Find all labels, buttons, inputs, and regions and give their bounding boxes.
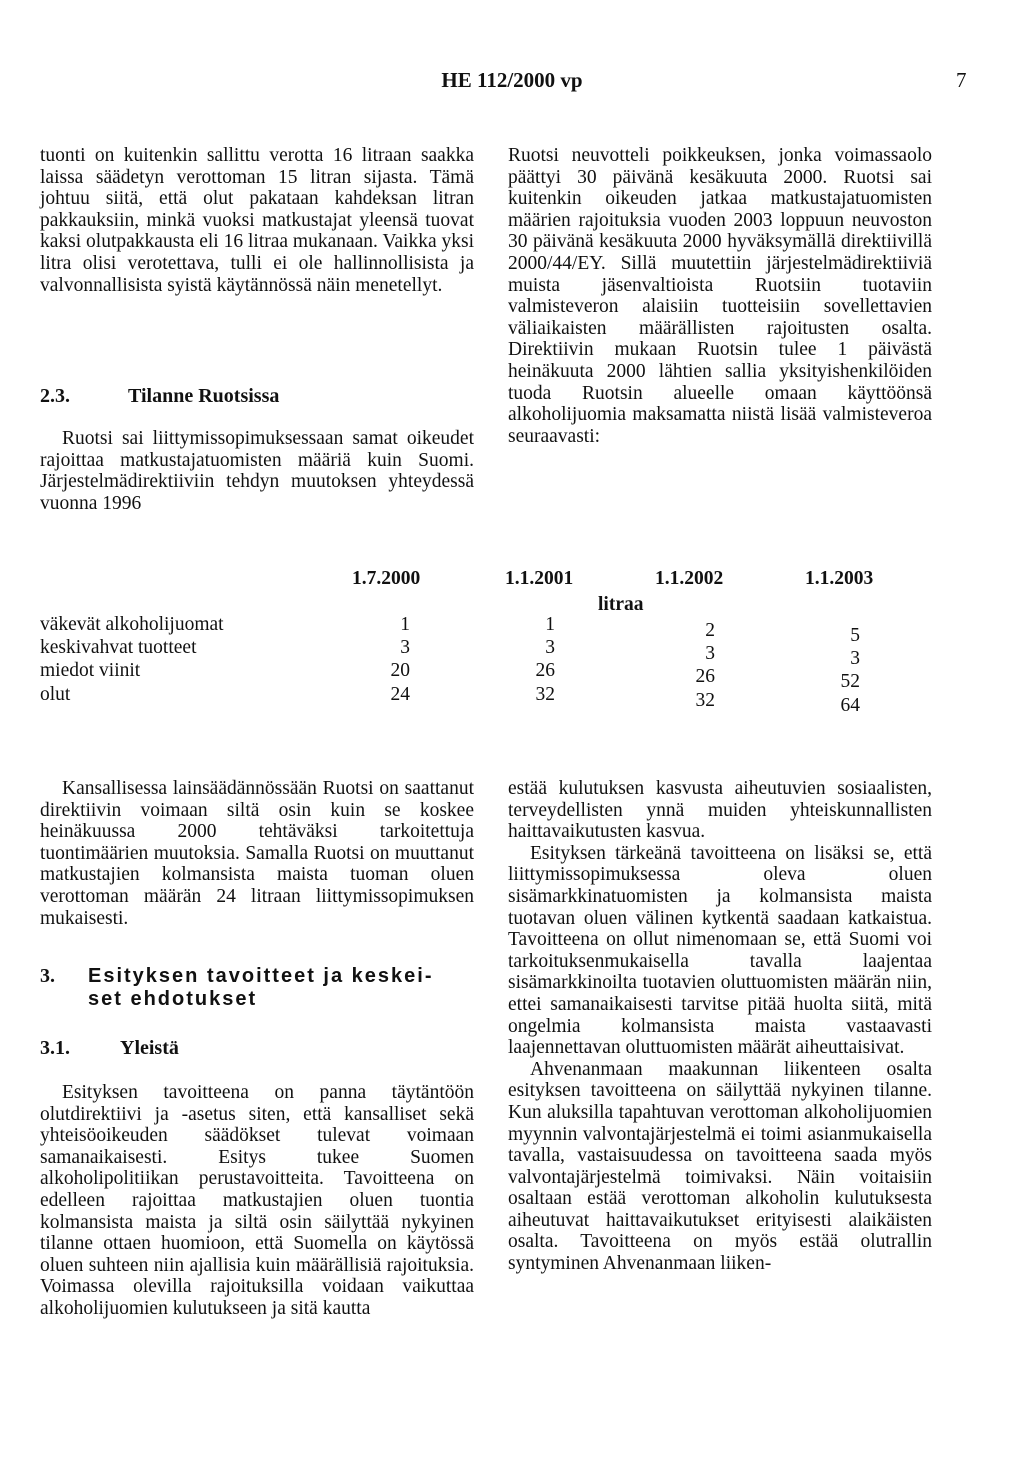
paragraph: Esityksen tärkeänä tavoitteena on lisäksi se, että liittymissopimuksessa oleva oluen sisämarkkinatuomisten ja kolmansista maista tuotavan oluen välinen kytkentä saadaan katkaistua. Tavoitteena on ollut nimenomaan se, että Suomi voi tarkoituksenmukaisella tavalla laajentaa sisämarkkinoilta tuotavien oluttuomisten määrän niin, ettei samanaikaisesti tarvitse pitää huolta siitä, mitä ongelmia kolmansista maista vastaavasti laajennettavan oluttuomisten määrät aiheuttaisivat. (508, 842, 932, 1059)
table-cell: 5 (850, 625, 860, 646)
page-number: 7 (956, 68, 967, 92)
section-heading-3-1 (40, 1037, 179, 1060)
table-row-label: olut (40, 684, 71, 705)
table-cell: 52 (840, 671, 860, 692)
section-number: 2.3. (40, 385, 70, 407)
table-cell: 3 (850, 648, 860, 669)
section-heading-3 (40, 965, 433, 1011)
section-number: 3. (40, 965, 55, 987)
page-header-title: HE 112/2000 vp (441, 68, 583, 92)
table-header-col-2: 1.1.2001 (505, 568, 574, 589)
table-header-col-4: 1.1.2003 (805, 568, 874, 589)
table-header-col-1: 1.7.2000 (352, 568, 421, 589)
section-number: 3.1. (40, 1037, 70, 1059)
paragraph: Ruotsi neuvotteli poikkeuksen, jonka voimassaolo päättyi 30 päivänä kesäkuuta 2000. Ruotsi sai kuitenkin oikeuden jatkaa matkustajatuomisten määrien rajoituksia vuoden 2003 loppuun neuvoston 30 päivänä kesäkuuta 2000 hyväksymällä direktiivillä 2000/44/EY. Sillä muutettiin järjestelmädirektiiviä muista jäsenvaltioista Ruotsiin tuotaviin valmisteveron alaisiin tuotteisiin sovellettavien väliaikaisten määrällisten rajoitusten osalta. Direktiivin mukaan Ruotsin tulee 1 päivästä heinäkuuta 2000 lähtien sallia yksityishenkilöiden tuoda Ruotsin alueelle omaan käyttöönsä alkoholijuomia maksamatta niistä lisää valmisteveroa seuraavasti: (508, 145, 932, 447)
table-cell: 24 (390, 684, 410, 705)
table-cell: 3 (705, 643, 715, 664)
top-left-column-continued (40, 428, 474, 514)
table-cell: 3 (545, 637, 555, 658)
table-cell: 32 (695, 690, 715, 711)
table-unit-label: litraa (598, 594, 644, 615)
top-right-column (508, 145, 932, 447)
table-row-label: keskivahvat tuotteet (40, 637, 197, 658)
section-title-line-2: set ehdotukset (88, 988, 258, 1010)
table-cell: 1 (545, 614, 555, 635)
section-heading-2-3 (40, 385, 279, 408)
section-title-line-1: Esityksen tavoitteet ja keskei- (88, 965, 434, 987)
table-cell: 26 (695, 666, 715, 687)
paragraph: Ahvenanmaan maakunnan liikenteen osalta esityksen tavoitteena on säilyttää nykyinen tilanne. Kun aluksilla tapahtuvan verottoman alkoholijuomien myynnin valvontajärjestelmä ei toimi asianmukaisella tavalla, vastaisuudessa on tavoitteena saada myös valvontajärjestelmä toimivaksi. Näin voitaisiin osaltaan estää verottoman alkoholin kulutuksesta aiheutuvat haittavaikutukset erityisesti alaikäisten osalta. Tavoitteena on myös estää olutrallin syntyminen Ahvenanmaan liiken- (508, 1058, 932, 1275)
table-cell: 64 (840, 695, 860, 716)
section-title: Tilanne Ruotsissa (128, 385, 280, 407)
bottom-right-column (508, 778, 932, 1275)
paragraph: Ruotsi sai liittymissopimuksessaan samat oikeudet rajoittaa matkustajatuomisten määriä kuin Suomi. Järjestelmädirektiiviin tehdyn muutoksen yhteydessä vuonna 1996 (40, 428, 474, 514)
table-cell: 3 (400, 637, 410, 658)
table-header-col-3: 1.1.2002 (655, 568, 724, 589)
table-cell: 2 (705, 620, 715, 641)
table-row-label: väkevät alkoholijuomat (40, 614, 224, 635)
paragraph: estää kulutuksen kasvusta aiheutuvien sosiaalisten, terveydellisten ynnä muiden yhteiskunnallisten haittavaikutusten kasvua. (508, 778, 932, 843)
table-cell: 26 (535, 660, 555, 681)
section-title: Yleistä (120, 1037, 179, 1059)
top-left-column (40, 145, 474, 296)
paragraph: Esityksen tavoitteena on panna täytäntöön olutdirektiivi ja -asetus siten, että kansalliset sekä yhteisöoikeuden säädökset tulevat voimaan samanaikaisesti. Esitys tukee Suomen alkoholipolitiikan perustavoitteita. Tavoitteena on edelleen rajoittaa matkustajien oluen tuontia kolmansista maista ja siltä osin säilyttää nykyinen tilanne ottaen huomioon, että Suomella on käytössä oluen suhteen niin ajallisia kuin määrällisiä rajoituksia. Voimassa olevilla rajoituksilla voidaan vaikuttaa alkoholijuomien kulutukseen ja sitä kautta (40, 1082, 474, 1319)
paragraph: Kansallisessa lainsäädännössään Ruotsi on saattanut direktiivin voimaan siltä osin kuin se koskee heinäkuussa 2000 tehtäväksi tarkoitettuja tuontimäärien muutoksia. Samalla Ruotsi on muuttanut matkustajien kolmansista maista tuoman oluen verottoman määrän 24 litraan liittymissopimuksen mukaisesti. (40, 778, 474, 929)
bottom-left-column-continued (40, 1082, 474, 1320)
bottom-left-column (40, 778, 474, 929)
paragraph: tuonti on kuitenkin sallittu verotta 16 litraan saakka laissa säädetyn verottoman 15 litran sijasta. Tämä johtuu siitä, että olut pakataan kahdeksan litran pakkauksiin, minkä vuoksi matkustajat yleensä tuovat kaksi olutpakkausta eli 16 litraa mukanaan. Vaikka yksi litra olisi verotettava, tulli ei ole hallinnollisista ja valvonnallisista syistä käytännössä näin menetellyt. (40, 145, 474, 296)
table-row-label: miedot viinit (40, 660, 141, 681)
table-cell: 32 (535, 684, 555, 705)
table-cell: 1 (400, 614, 410, 635)
table-cell: 20 (390, 660, 410, 681)
